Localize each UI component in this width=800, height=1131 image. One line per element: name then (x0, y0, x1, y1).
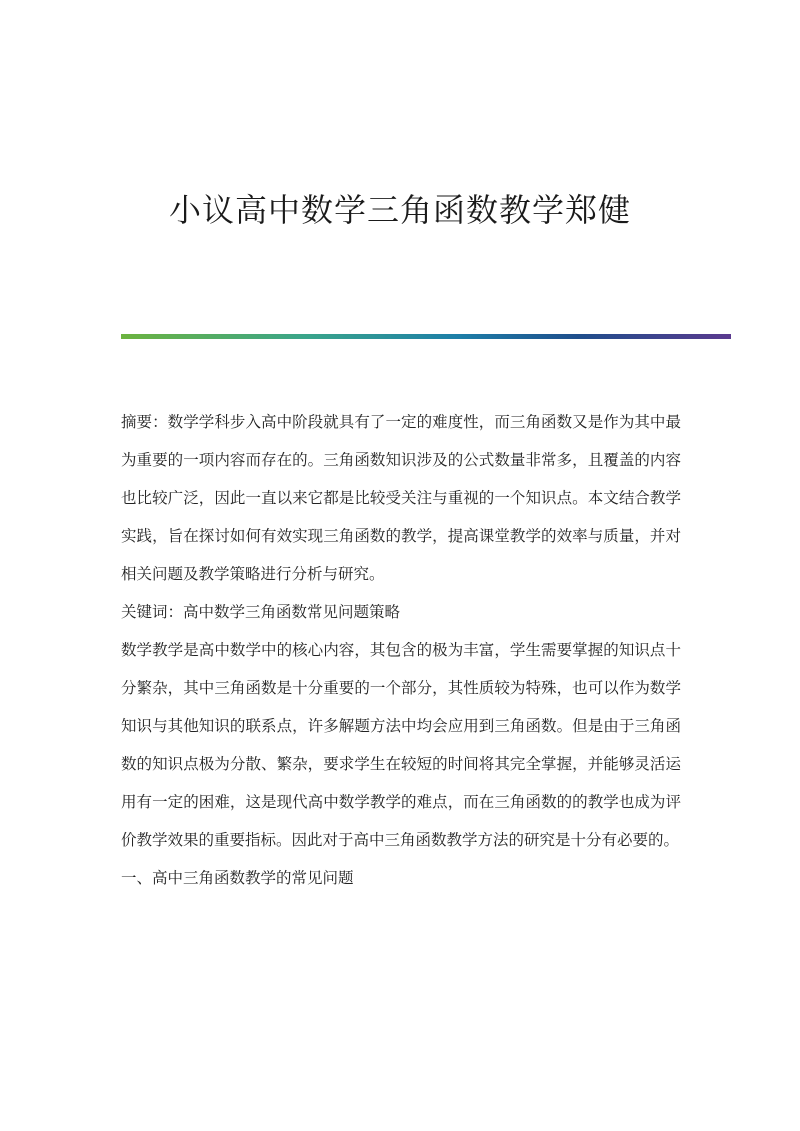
document-body (121, 403, 681, 897)
abstract-paragraph: 摘要：数学学科步入高中阶段就具有了一定的难度性，而三角函数又是作为其中最为重要的一项内容而存在的。三角函数知识涉及的公式数量非常多，且覆盖的内容也比较广泛，因此一直以来它都是比较受关注与重视的一个知识点。本文结合教学实践，旨在探讨如何有效实现三角函数的教学，提高课堂教学的效率与质量，并对相关问题及教学策略进行分析与研究。 (121, 413, 681, 583)
document-title: 小议高中数学三角函数教学郑健 (168, 191, 631, 229)
intro-paragraph: 数学教学是高中数学中的核心内容，其包含的极为丰富，学生需要掌握的知识点十分繁杂，其中三角函数是十分重要的一个部分，其性质较为特殊，也可以作为数学知识与其他知识的联系点，许多解题方法中均会应用到三角函数。但是由于三角函数的知识点极为分散、繁杂，要求学生在较短的时间将其完全掌握，并能够灵活运用有一定的困难，这是现代高中数学教学的难点，而在三角函数的的教学也成为评价教学效果的重要指标。因此对于高中三角函数教学方法的研究是十分有必要的。 (121, 641, 681, 849)
section-heading: 一、高中三角函数教学的常见问题 (121, 869, 354, 887)
title-divider (121, 334, 731, 339)
keywords-paragraph: 关键词：高中数学三角函数常见问题策略 (121, 603, 401, 621)
